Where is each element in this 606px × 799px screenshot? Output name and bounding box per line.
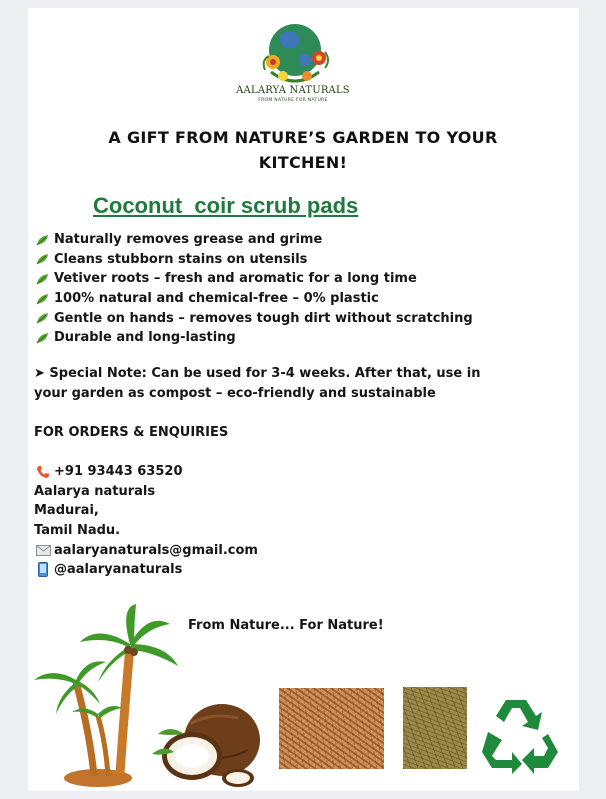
- feature-text: Naturally removes grease and grime: [54, 232, 323, 248]
- leaf-icon: [34, 273, 52, 285]
- contact-block: [34, 462, 258, 580]
- special-note: ➤ Special Note: Can be used for 3-4 weeks. After that, use in your garden as compost – eco-friendly and sustainable: [34, 366, 481, 401]
- coconut-illustration: [150, 694, 264, 790]
- feature-item: [34, 289, 473, 309]
- feature-item: [34, 230, 473, 250]
- vetiver-pad-photo: [403, 687, 467, 769]
- feature-text: Gentle on hands – removes tough dirt without scratching: [54, 310, 473, 326]
- feature-text: 100% natural and chemical-free – 0% plastic: [54, 291, 379, 307]
- city: Madurai,: [34, 503, 99, 519]
- business-name: Aalarya naturals: [34, 483, 156, 499]
- feature-text: Vetiver roots – fresh and aromatic for a long time: [54, 271, 417, 287]
- feature-list: [34, 230, 473, 348]
- feature-item: [34, 328, 473, 348]
- coir-fiber-photo: [279, 688, 384, 769]
- leaf-icon: [34, 253, 52, 265]
- feature-item: [34, 250, 473, 270]
- phone-number[interactable]: +91 93443 63520: [54, 464, 183, 480]
- state: Tamil Nadu.: [34, 523, 121, 539]
- headline: A GIFT FROM NATURE’S GARDEN TO YOUR KITCHEN!: [108, 128, 498, 172]
- brand-name: AALARYA NATURALS: [236, 85, 350, 96]
- phone-icon: [34, 465, 52, 479]
- product-title: Coconut coir scrub pads: [93, 193, 359, 218]
- closing-slogan: From Nature... For Nature!: [188, 618, 384, 633]
- leaf-icon: [34, 332, 52, 344]
- mobile-phone-icon: [34, 562, 52, 577]
- leaf-icon: [34, 293, 52, 305]
- flyer: [28, 8, 579, 791]
- feature-item: [34, 308, 473, 328]
- email-link[interactable]: aalaryanaturals@gmail.com: [54, 542, 258, 558]
- recycle-icon: [478, 694, 560, 774]
- brand-tagline: FROM NATURE FOR NATURE: [258, 98, 328, 103]
- envelope-icon: [34, 545, 52, 556]
- leaf-icon: [34, 312, 52, 324]
- feature-text: Durable and long-lasting: [54, 330, 236, 346]
- social-handle[interactable]: @aalaryanaturals: [54, 562, 183, 578]
- orders-heading: FOR ORDERS & ENQUIRIES: [34, 425, 229, 440]
- feature-text: Cleans stubborn stains on utensils: [54, 251, 308, 267]
- feature-item: [34, 269, 473, 289]
- leaf-icon: [34, 234, 52, 246]
